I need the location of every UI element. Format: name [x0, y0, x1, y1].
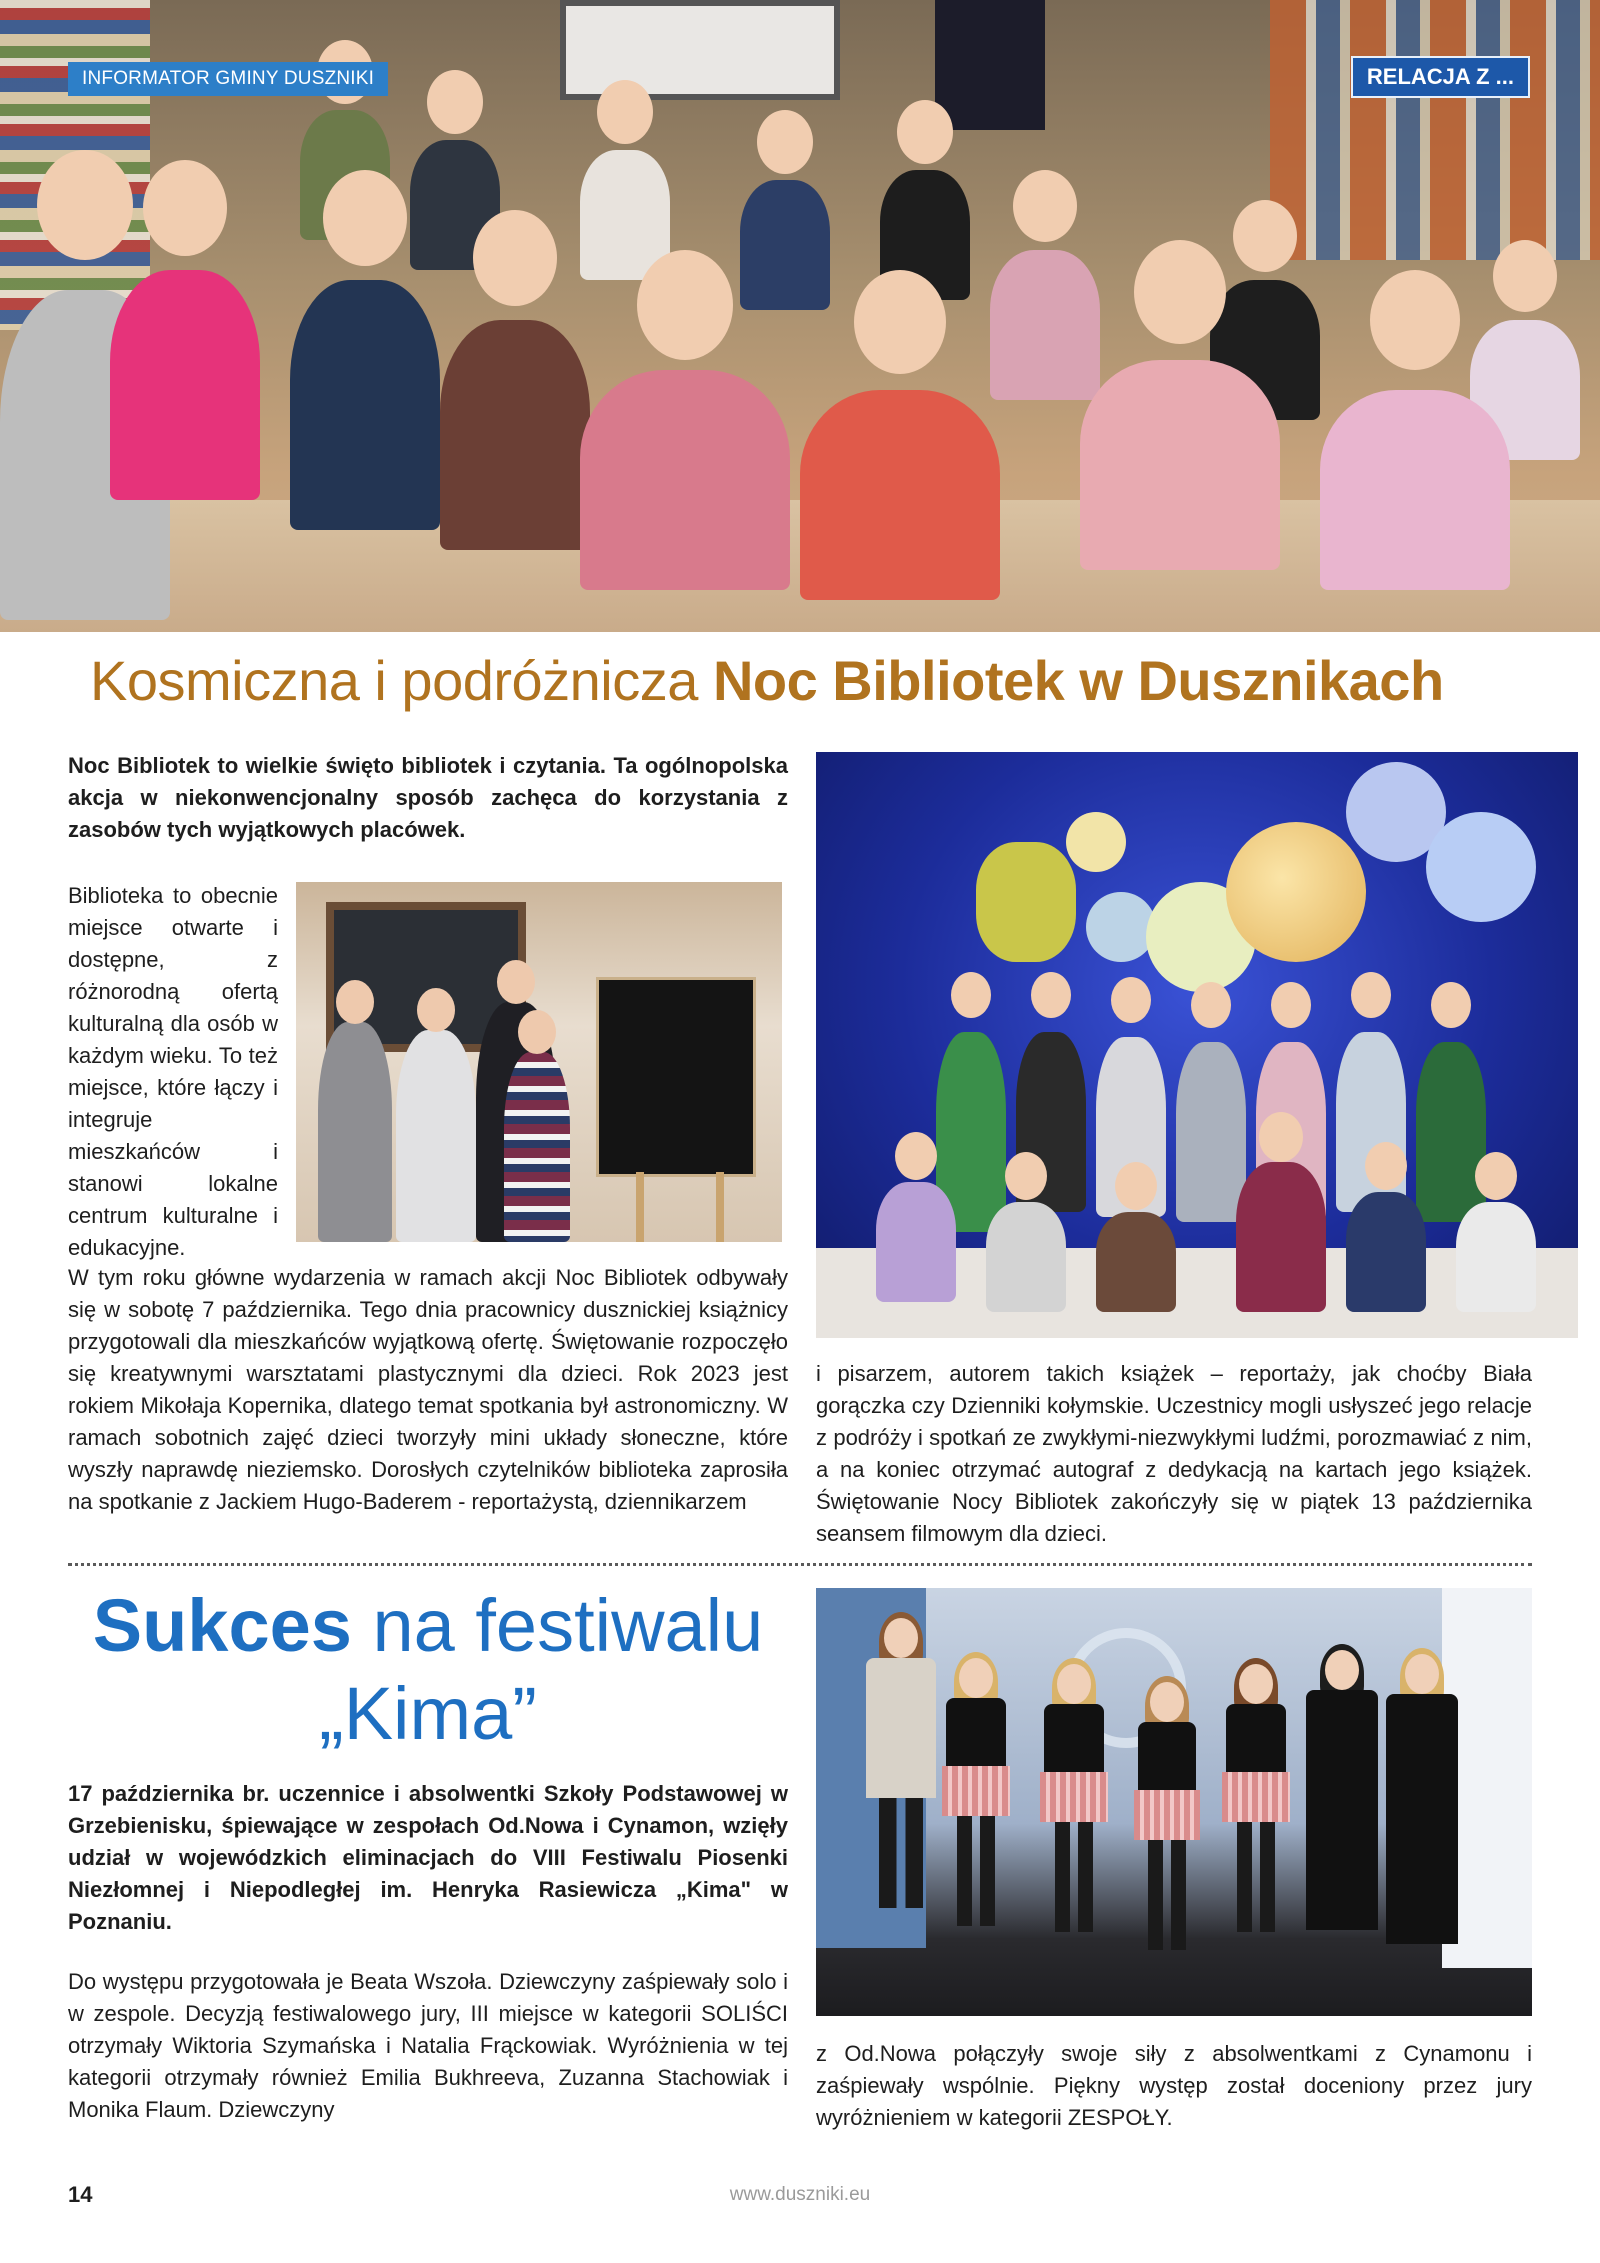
planet-decoration: [1066, 812, 1126, 872]
planet-decoration: [1426, 812, 1536, 922]
article-title-sukces: [68, 1582, 788, 1758]
section-divider: [68, 1563, 1532, 1566]
child: [1346, 1142, 1426, 1312]
article-paragraph: W tym roku główne wydarzenia w ramach akcji Noc Bibliotek odbywały się w sobotę 7 października. Tego dnia pracownicy dusznickiej książnicy przygotowali dla mieszkańców wyjątkową ofertę. Świętowanie rozpoczęło się kreatywnymi warsztatami plastycznymi dla dzieci. Rok 2023 jest rokiem Mikołaja Kopernika, dlatego temat spotkania był astronomiczny. W ramach sobotnich zajęć dzieci tworzyły mini układy słoneczne, które wyszły naprawdę nieziemsko. Dorosłych czytelników biblioteka zaprosiła na spotkanie z Jackiem Hugo-Baderem - reportażystą, dziennikarzem: [68, 1265, 788, 1514]
child: [1096, 1162, 1176, 1312]
publication-tag: INFORMATOR GMINY DUSZNIKI: [68, 62, 388, 96]
person: [1386, 1654, 1458, 1974]
child: [440, 210, 590, 550]
article-lead: 17 października br. uczennice i absolwentki Szkoły Podstawowej w Grzebienisku, śpiewające w zespołach Od.Nowa i Cynamon, wzięły udział w wojewódzkich eliminacjach do VIII Festiwalu Piosenki Niezłomnej i Niepodległej im. Henryka Rasiewicza „Kima" w Poznaniu.: [68, 1781, 788, 1934]
projector-screen: [560, 0, 840, 100]
article-paragraph-continued: i pisarzem, autorem takich książek – reportaży, jak choćby Biała gorączka czy Dzienniki kołymskie. Uczestnicy mogli usłyszeć jego relacje z podróży i spotkań ze zwykłymi-niezwykłymi ludźmi, porozmawiać z nim, a na koniec otrzymać autograf z dedykacją na kartach jego książek. Świętowanie Nocy Bibliotek zakończyły się w piątek 13 października seansem filmowym dla dzieci.: [816, 1361, 1532, 1546]
person: [866, 1618, 936, 1978]
child: [1080, 240, 1280, 570]
title-line-2: „Kima”: [319, 1672, 537, 1755]
title-regular: na festiwalu: [351, 1584, 764, 1667]
article-paragraph: Do występu przygotowała je Beata Wszoła. Dziewczyny zaśpiewały solo i w zespole. Decyzją festiwalowego jury, III miejsce w kategorii SOLIŚCI otrzymały Wiktoria Szymańska i Natalia Frąckowiak. Wyróżnienia w tej kategorii otrzymały również Emilia Bukhreeva, Zuzanna Stachowiak i Monika Flaum. Dziewczyny: [68, 1969, 788, 2122]
article-lead: Noc Bibliotek to wielkie święto bibliotek i czytania. Ta ogólnopolska akcja w niekonwencjonalny sposób zachęca do korzystania z zasobów tych wyjątkowych placówek.: [68, 753, 788, 842]
person: [1306, 1650, 1378, 1970]
article-title-noc-bibliotek: [90, 648, 1510, 713]
child: [986, 1152, 1066, 1312]
child: [876, 1132, 956, 1302]
bookshelf-right: [1270, 0, 1600, 260]
child: [1456, 1152, 1536, 1312]
article-paragraph-continued: z Od.Nowa połączyły swoje siły z absolwentkami z Cynamonu i zaśpiewały wspólnie. Piękny występ został doceniony przez jury wyróżnieniem w kategorii ZESPOŁY.: [816, 2041, 1532, 2130]
section-tag: RELACJA Z ...: [1351, 56, 1530, 98]
poster-board: [935, 0, 1045, 130]
photo-library-staff: [296, 882, 782, 1242]
person: [1044, 1664, 1104, 1964]
easel: [636, 1172, 644, 1242]
child: [740, 110, 830, 310]
child: [290, 170, 440, 530]
page-number: 14: [68, 2182, 93, 2207]
website-link[interactable]: www.duszniki.eu: [729, 2184, 871, 2205]
hero-photo-children: [0, 0, 1600, 632]
child: [580, 250, 790, 590]
title-bold: Noc Bibliotek w Dusznikach: [712, 649, 1444, 712]
article-paragraph: Biblioteka to obecnie miejsce otwarte i dostępne, z różnorodną ofertą kulturalną dla osób w każdym wieku. To też miejsce, które łączy i integruje mieszkańców i stanowi lokalne centrum kulturalne i edukacyjne.: [68, 883, 278, 1260]
person: [396, 1030, 476, 1242]
child: [110, 160, 260, 500]
photo-singers-on-stage: [816, 1588, 1532, 2016]
person: [318, 1022, 392, 1242]
title-bold: Sukces: [92, 1584, 352, 1667]
title-line-1: [68, 1582, 788, 1670]
child: [1176, 982, 1246, 1222]
person: [1138, 1682, 1196, 1962]
child: [580, 80, 670, 280]
person: [946, 1658, 1006, 1958]
planet-poster: [596, 977, 756, 1177]
photo-children-solar-systems: [816, 752, 1578, 1338]
planet-decoration: [976, 842, 1076, 962]
person: [504, 1052, 570, 1242]
person: [1226, 1664, 1286, 1964]
child: [800, 270, 1000, 600]
child: [1236, 1112, 1326, 1312]
planet-decoration: [1226, 822, 1366, 962]
planet-decoration: [1086, 892, 1156, 962]
title-regular: Kosmiczna i podróżnicza: [90, 649, 713, 712]
child: [1320, 270, 1510, 590]
